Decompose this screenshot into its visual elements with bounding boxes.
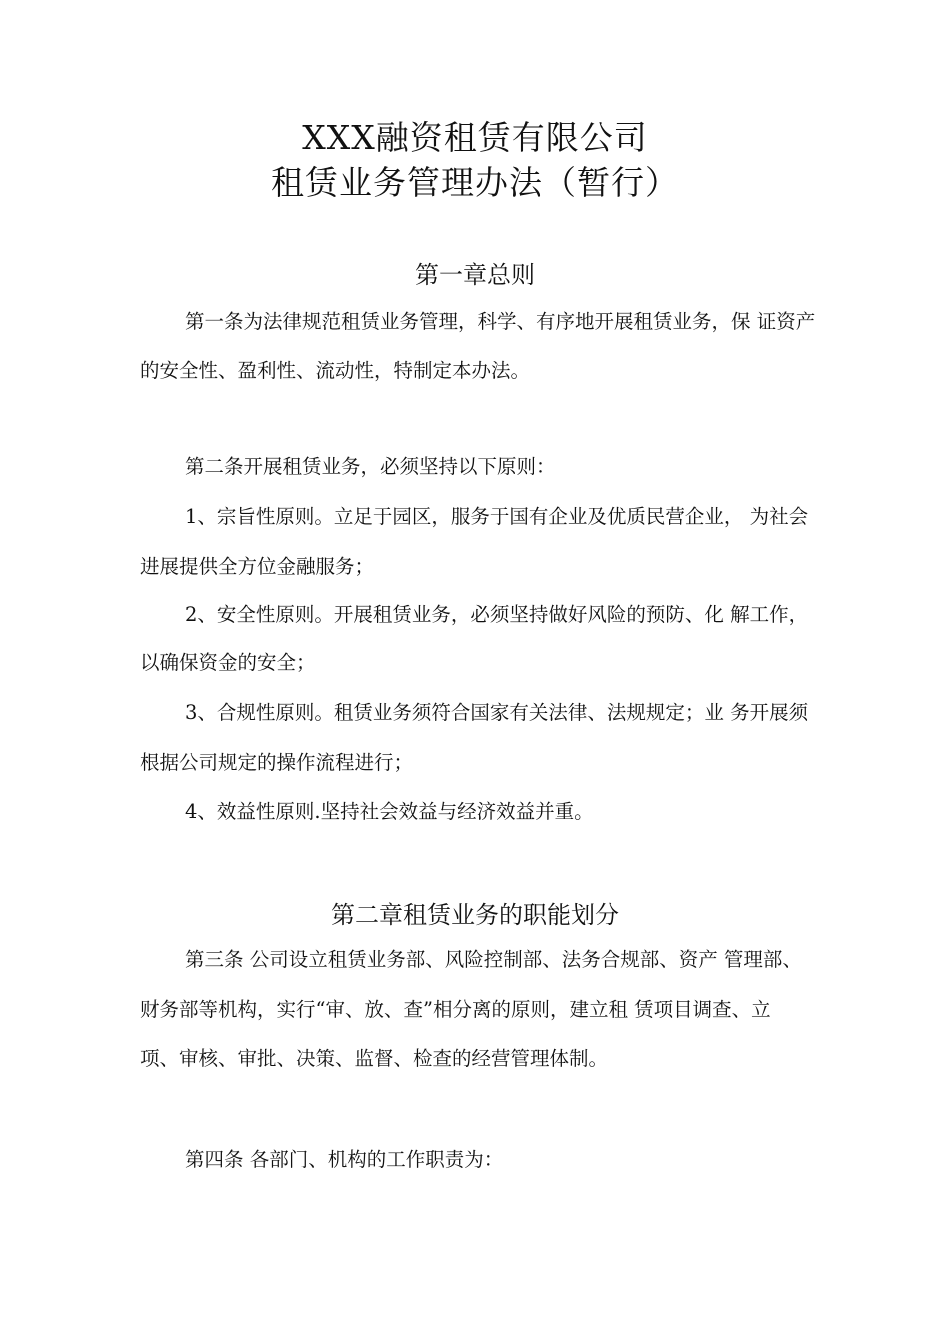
chapter2-heading: 第二章租赁业务的职能划分 [331,901,619,929]
principle2-line1: 2、安全性原则。开展租赁业务，必须坚持做好风险的预防、化 解工作， [185,603,809,626]
article3-line3: 项、审核、审批、决策、监督、检查的经营管理体制。 [140,1047,609,1070]
principle1-line1: 1、宗旨性原则。立足于园区，服务于国有企业及优质民营企业， 为社会 [185,505,809,528]
principle3-line2: 根据公司规定的操作流程进行； [140,751,414,774]
document-title-regulation: 租赁业务管理办法（暂行） [271,163,679,202]
article3-line2: 财务部等机构，实行“审、放、查”相分离的原则，建立租 赁项目调查、立 [140,998,771,1021]
article1-line1: 第一条为法律规范租赁业务管理，科学、有序地开展租赁业务，保 证资产 [185,310,816,333]
principle2-line2: 以确保资金的安全； [140,651,316,674]
article2-intro: 第二条开展租赁业务，必须坚持以下原则： [185,455,556,478]
article1-line2: 的安全性、盈利性、流动性，特制定本办法。 [140,359,531,382]
principle4-line1: 4、效益性原则.坚持社会效益与经济效益并重。 [185,800,594,823]
document-title-company: XXX融资租赁有限公司 [302,118,648,157]
article3-line1: 第三条 公司设立租赁业务部、风险控制部、法务合规部、资产 管理部、 [185,948,802,971]
principle3-line1: 3、合规性原则。租赁业务须符合国家有关法律、法规规定；业 务开展须 [185,701,809,724]
principle1-line2: 进展提供全方位金融服务； [140,555,375,578]
chapter1-heading: 第一章总则 [415,261,535,289]
article4-line1: 第四条 各部门、机构的工作职责为： [185,1148,504,1171]
